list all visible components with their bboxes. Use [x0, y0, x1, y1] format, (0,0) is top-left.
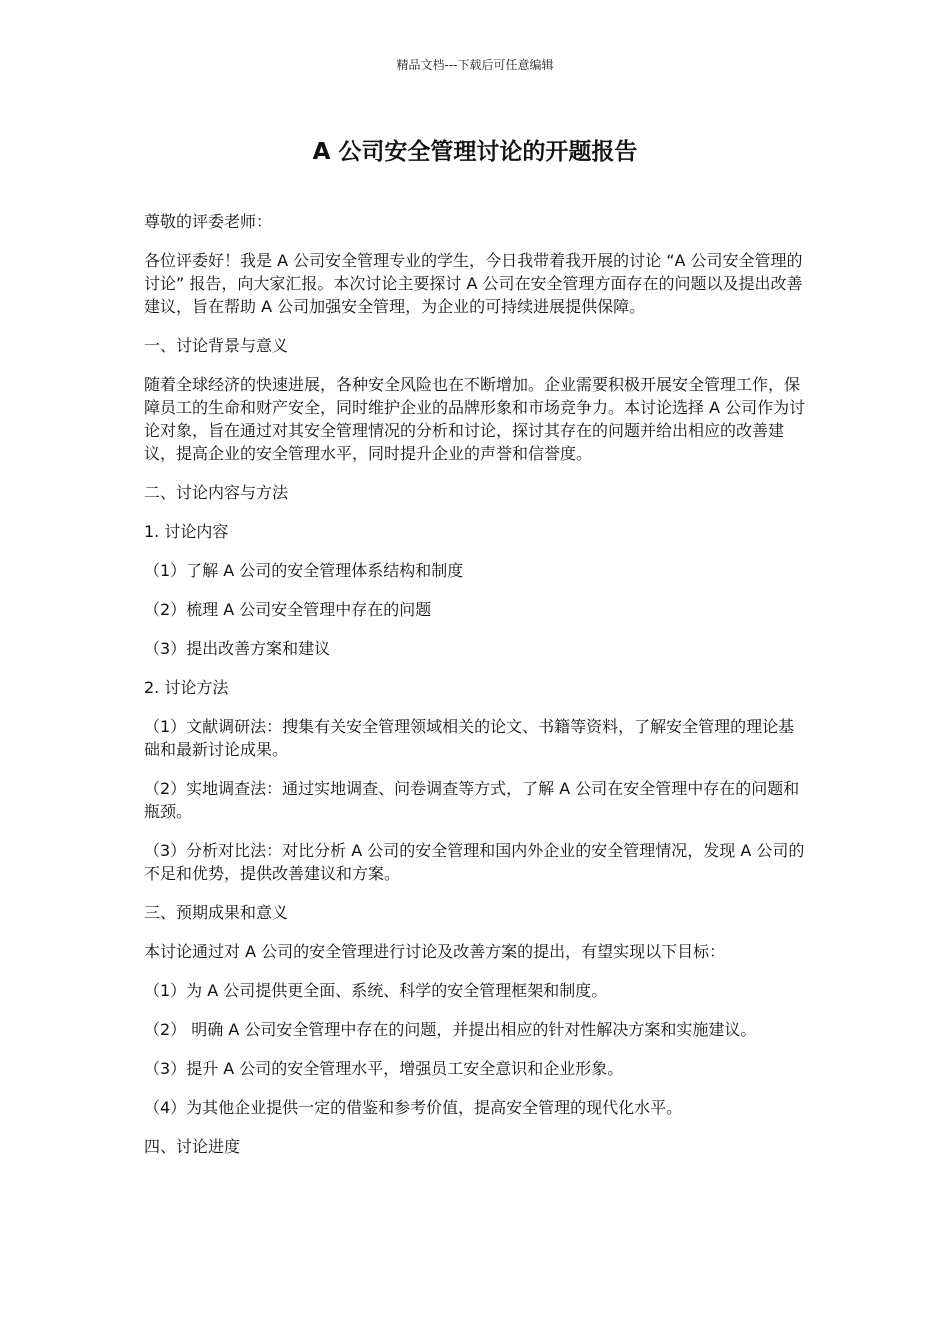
- result-item: （3）提升 A 公司的安全管理水平，增强员工安全意识和企业形象。: [144, 1059, 624, 1078]
- content-item: （1）了解 A 公司的安全管理体系结构和制度: [144, 561, 464, 580]
- method-item: （3）分析对比法：对比分析 A 公司的安全管理和国内外企业的安全管理情况，发现 A 公司的不足和优势，提供改善建议和方案。: [144, 841, 805, 883]
- method-item: （1）文献调研法：搜集有关安全管理领域相关的论文、书籍等资料，了解安全管理的理论基础和最新讨论成果。: [144, 717, 795, 759]
- document-title: A 公司安全管理讨论的开题报告: [312, 139, 638, 165]
- result-item: （2） 明确 A 公司安全管理中存在的问题，并提出相应的针对性解决方案和实施建议。: [144, 1020, 757, 1039]
- subheading-method: 2. 讨论方法: [144, 678, 229, 697]
- intro-paragraph: 各位评委好！我是 A 公司安全管理专业的学生，今日我带着我开展的讨论 “A 公司安全管理的讨论” 报告，向大家汇报。本次讨论主要探讨 A 公司在安全管理方面存在的问题以及提出改善建议，旨在帮助 A 公司加强安全管理，为企业的可持续进展提供保障。: [144, 251, 803, 316]
- content-item: （3）提出改善方案和建议: [144, 639, 331, 658]
- background-paragraph: 随着全球经济的快速进展，各种安全风险也在不断增加。企业需要积极开展安全管理工作，保障员工的生命和财产安全，同时维护企业的品牌形象和市场竞争力。本讨论选择 A 公司作为讨论对象，旨在通过对其安全管理情况的分析和讨论，探讨其存在的问题并给出相应的改善建议，提高企业的安全管理水平，同时提升企业的声誉和信誉度。: [144, 375, 806, 463]
- header-note: 精品文档---下载后可任意编辑: [396, 58, 554, 72]
- salutation: 尊敬的评委老师：: [144, 212, 273, 231]
- result-item: （1）为 A 公司提供更全面、系统、科学的安全管理框架和制度。: [144, 981, 608, 1000]
- result-item: （4）为其他企业提供一定的借鉴和参考价值，提高安全管理的现代化水平。: [144, 1098, 683, 1117]
- section-heading-progress: 四、讨论进度: [144, 1137, 241, 1156]
- section-heading-background: 一、讨论背景与意义: [144, 336, 289, 355]
- subheading-content: 1. 讨论内容: [144, 522, 229, 541]
- method-item: （2）实地调查法：通过实地调查、问卷调查等方式，了解 A 公司在安全管理中存在的问题和瓶颈。: [144, 779, 800, 821]
- results-intro: 本讨论通过对 A 公司的安全管理进行讨论及改善方案的提出，有望实现以下目标：: [144, 942, 726, 961]
- section-heading-content-method: 二、讨论内容与方法: [144, 483, 289, 502]
- document-body: [144, 210, 810, 1174]
- content-item: （2）梳理 A 公司安全管理中存在的问题: [144, 600, 432, 619]
- section-heading-expected-results: 三、预期成果和意义: [144, 903, 289, 922]
